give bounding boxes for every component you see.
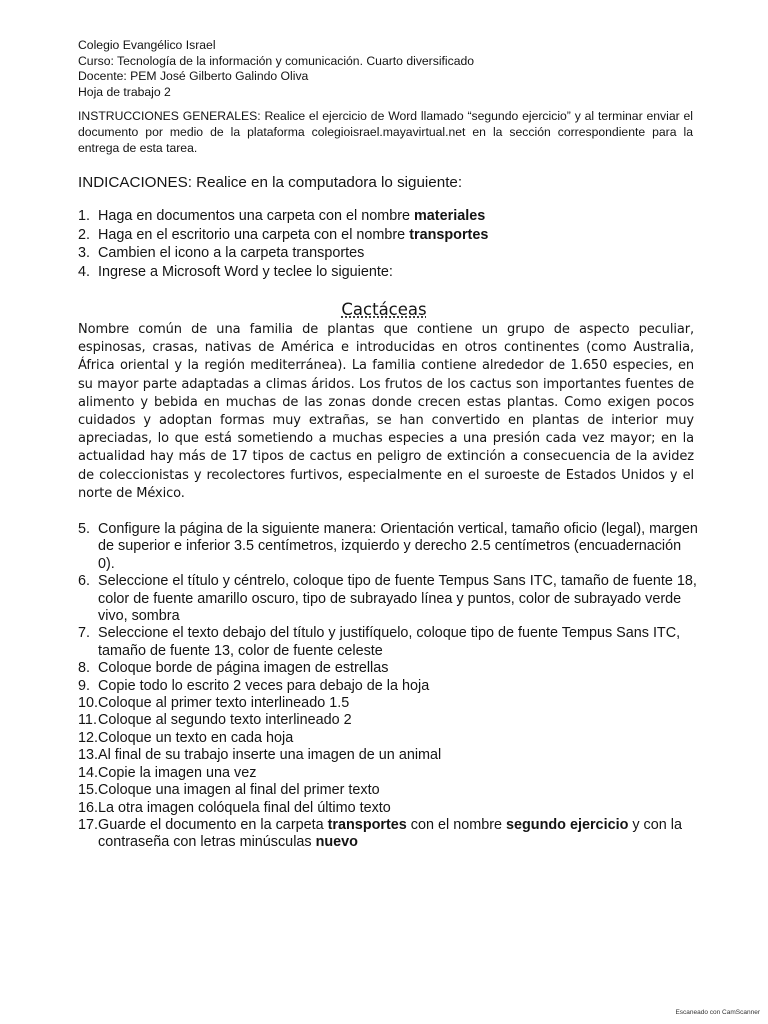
- step-number: 6.: [78, 573, 91, 590]
- step-text: Haga en el escritorio una carpeta con el nombre transportes: [98, 226, 489, 243]
- step-text: Coloque borde de página imagen de estrellas: [98, 660, 389, 677]
- course-line: Curso: Tecnología de la información y comunicación. Cuarto diversificado: [78, 53, 475, 68]
- step-text: Configure la página de la siguiente manera: Orientación vertical, tamaño oficio (legal), margen de superior e inferior 3.5 centímetros, izquierdo y derecho 2.5 centímetros (encuadernación 0).: [98, 521, 698, 572]
- step-text: Ingrese a Microsoft Word y teclee lo siguiente:: [98, 263, 393, 280]
- school-name: Colegio Evangélico Israel: [78, 38, 216, 52]
- steps-list-first: [78, 207, 698, 281]
- list-item: [78, 800, 700, 817]
- list-item: [78, 730, 700, 747]
- step-number: 1.: [78, 208, 91, 224]
- step-number: 16.: [78, 799, 99, 816]
- scanner-watermark: Escaneado con CamScanner: [675, 1009, 760, 1016]
- step-number: 2.: [78, 226, 91, 243]
- list-item: [78, 573, 700, 625]
- list-item: [78, 521, 700, 573]
- indicaciones-heading: INDICACIONES: Realice en la computadora lo siguiente:: [78, 174, 463, 191]
- step-text: Coloque al primer texto interlineado 1.5: [98, 695, 350, 712]
- step-text: Copie la imagen una vez: [98, 764, 257, 781]
- list-item: [78, 817, 700, 852]
- step-text: Coloque una imagen al final del primer texto: [98, 782, 380, 799]
- list-item: [78, 695, 700, 712]
- step-number: 9.: [78, 677, 91, 694]
- step-number: 5.: [78, 521, 91, 537]
- list-item: [78, 244, 698, 263]
- bold-term: nuevo: [315, 834, 358, 851]
- step-text: Cambien el icono a la carpeta transportes: [98, 245, 365, 262]
- step-text: Coloque al segundo texto interlineado 2: [98, 712, 352, 729]
- step-text: Guarde el documento en la carpeta transportes con el nombre segundo ejercicio y con la contraseña con letras minúsculas nuevo: [98, 816, 682, 851]
- document-header: [78, 38, 698, 100]
- step-text: Seleccione el título y céntrelo, coloque tipo de fuente Tempus Sans ITC, tamaño de fuente 18, color de fuente amarillo oscuro, tipo de subrayado línea y puntos, color de subrayado verde vivo, sombra: [98, 573, 697, 625]
- step-number: 14.: [78, 764, 99, 781]
- steps-list-second: [78, 521, 700, 852]
- step-text: Haga en documentos una carpeta con el nombre materiales: [98, 208, 486, 224]
- list-item: [78, 712, 700, 729]
- list-item: [78, 678, 700, 695]
- step-text: Seleccione el texto debajo del título y justifíquelo, coloque tipo de fuente Tempus Sans ITC, tamaño de fuente 13, color de fuente celeste: [98, 625, 681, 659]
- bold-term: segundo ejercicio: [506, 816, 629, 833]
- bold-term: transportes: [327, 816, 407, 833]
- list-item: [78, 226, 698, 245]
- step-number: 8.: [78, 660, 91, 677]
- list-item: [78, 660, 700, 677]
- step-text: Coloque un texto en cada hoja: [98, 729, 294, 746]
- cactus-paragraph: Nombre común de una familia de plantas que contiene un grupo de aspecto peculiar, espinosas, crasas, nativas de América e introducidas en otros continentes (como Australia, África oriental y la región mediterránea). La familia contiene alrededor de 1.650 especies, en su mayor parte adaptadas a climas áridos. Los frutos de los cactus son importantes fuentes de alimento y bebida en muchas de las zonas donde crecen estas plantas. Como exigen pocos cuidados y adoptan formas muy extrañas, se han convertido en plantas de interior muy apreciadas, lo que está sometiendo a muchas especies a una presión cada vez mayor; en la actualidad hay más de 17 tipos de cactus en peligro de extinción a consecuencia de la avidez de coleccionistas y recolectores furtivos, especialmente en el suroeste de Estados Unidos y el norte de México.: [78, 322, 694, 501]
- cactus-title: Cactáceas: [341, 300, 427, 319]
- step-number: 7.: [78, 625, 91, 642]
- step-number: 12.: [78, 729, 99, 746]
- step-number: 17.: [78, 816, 99, 833]
- step-number: 3.: [78, 245, 91, 262]
- list-item: [78, 625, 700, 660]
- list-item: [78, 747, 700, 764]
- bold-term: transportes: [409, 226, 489, 243]
- step-text: La otra imagen colóquela final del último texto: [98, 799, 391, 816]
- sheet-line: Hoja de trabajo 2: [78, 84, 171, 99]
- bold-term: materiales: [414, 208, 486, 224]
- general-instructions: INSTRUCCIONES GENERALES: Realice el ejercicio de Word llamado “segundo ejercicio” y al terminar enviar el documento por medio de la plataforma colegioisrael.mayavirtual.net en la sección correspondiente para la entrega de esta tarea.: [78, 109, 693, 155]
- list-item: [78, 782, 700, 799]
- step-number: 4.: [78, 263, 91, 280]
- step-number: 11.: [78, 712, 97, 729]
- step-text: Copie todo lo escrito 2 veces para debajo de la hoja: [98, 677, 430, 694]
- step-number: 10.: [78, 695, 99, 712]
- list-item: [78, 765, 700, 782]
- teacher-line: Docente: PEM José Gilberto Galindo Oliva: [78, 69, 309, 83]
- step-number: 15.: [78, 782, 99, 799]
- list-item: [78, 207, 698, 226]
- step-number: 13.: [78, 747, 99, 764]
- step-text: Al final de su trabajo inserte una imagen de un animal: [98, 747, 442, 764]
- list-item: [78, 263, 698, 282]
